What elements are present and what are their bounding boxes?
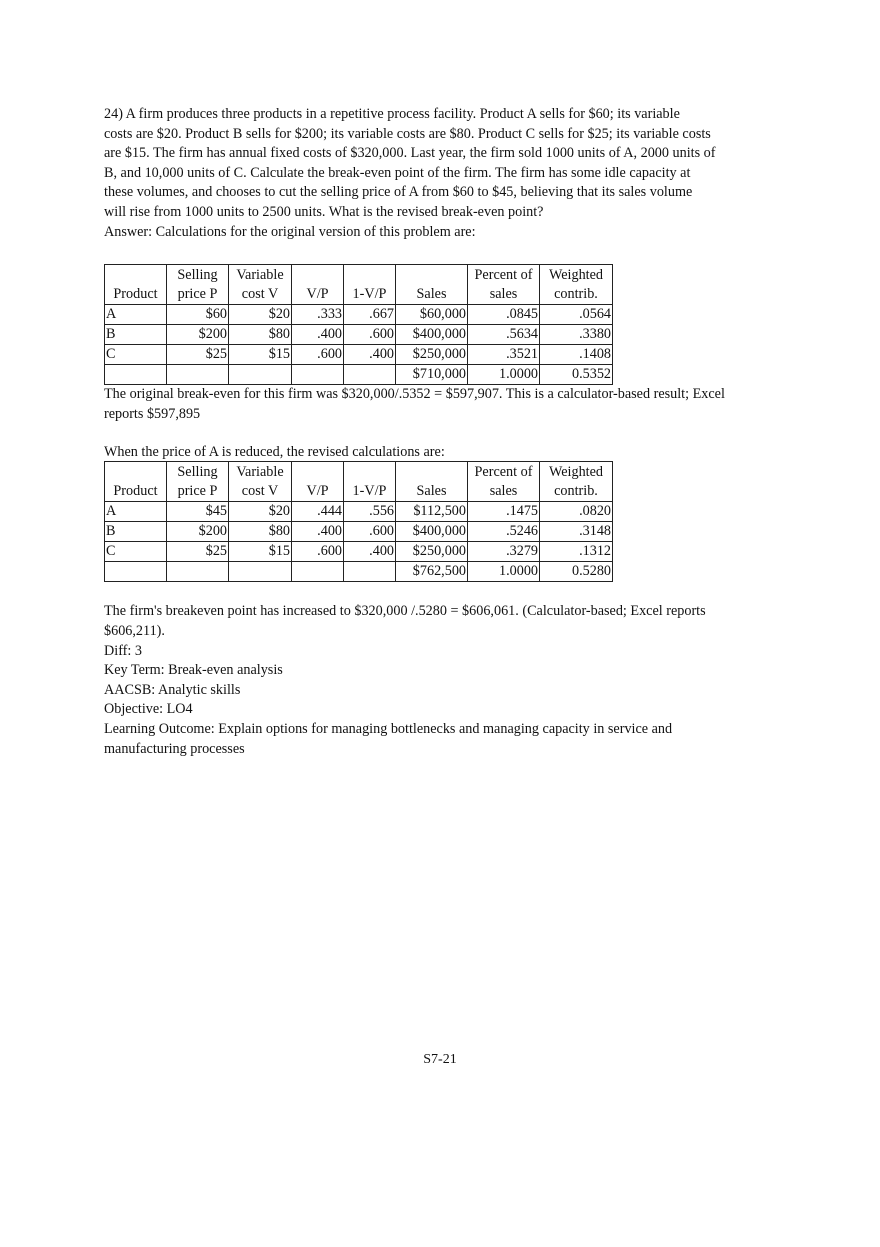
table-cell: .3380 — [540, 325, 613, 345]
key-term: Key Term: Break-even analysis — [104, 662, 283, 679]
paragraph-line: reports $597,895 — [104, 405, 201, 422]
table-cell: $200 — [167, 522, 229, 542]
table-cell — [292, 562, 344, 582]
table-cell: B — [105, 325, 167, 345]
header-cell: Sales — [396, 482, 468, 502]
header-cell — [292, 265, 344, 286]
table-cell: C — [105, 345, 167, 365]
header-cell: Variable — [229, 462, 292, 483]
question-metadata — [104, 642, 744, 760]
table-cell: .600 — [344, 325, 396, 345]
header-cell — [396, 265, 468, 286]
table-cell: C — [105, 542, 167, 562]
revised-calculation-table — [104, 461, 613, 582]
table-cell: $25 — [167, 345, 229, 365]
table-cell: $20 — [229, 502, 292, 522]
table-total-row — [105, 365, 613, 385]
question-line: will rise from 1000 units to 2500 units. What is the revised break-even point? — [104, 203, 544, 220]
header-cell: cost V — [229, 482, 292, 502]
learning-outcome: Learning Outcome: Explain options for managing bottlenecks and managing capacity in service and — [104, 720, 673, 737]
header-cell: price P — [167, 482, 229, 502]
document-page — [104, 105, 744, 759]
table-cell: .3521 — [468, 345, 540, 365]
header-cell: contrib. — [540, 482, 613, 502]
table-cell: .400 — [292, 522, 344, 542]
header-cell — [344, 462, 396, 483]
table-cell: $112,500 — [396, 502, 468, 522]
table-cell: $20 — [229, 305, 292, 325]
question-line: 24) A firm produces three products in a repetitive process facility. Product A sells for $60; its variable — [104, 106, 680, 122]
table-cell: $60,000 — [396, 305, 468, 325]
table-cell: .333 — [292, 305, 344, 325]
objective: Objective: LO4 — [104, 701, 193, 718]
header-cell: Sales — [396, 285, 468, 305]
table-cell: $80 — [229, 522, 292, 542]
original-breakeven-text — [104, 385, 744, 424]
table-cell — [229, 562, 292, 582]
table-cell: $762,500 — [396, 562, 468, 582]
table-cell: .0564 — [540, 305, 613, 325]
table-row — [105, 305, 613, 325]
header-cell: Percent of — [468, 462, 540, 483]
table-cell: $25 — [167, 542, 229, 562]
difficulty: Diff: 3 — [104, 642, 142, 659]
header-cell — [105, 265, 167, 286]
table-cell: .600 — [292, 345, 344, 365]
table-cell: $80 — [229, 325, 292, 345]
table-header-row — [105, 482, 613, 502]
table-cell — [229, 365, 292, 385]
table-cell: .5246 — [468, 522, 540, 542]
header-cell: Weighted — [540, 462, 613, 483]
table-cell: $60 — [167, 305, 229, 325]
original-calculation-table — [104, 264, 613, 385]
table-cell: $710,000 — [396, 365, 468, 385]
header-cell: Selling — [167, 265, 229, 286]
table-row — [105, 542, 613, 562]
header-cell: Product — [105, 482, 167, 502]
table-row — [105, 502, 613, 522]
question-line: these volumes, and chooses to cut the selling price of A from $60 to $45, believing that its sales volume — [104, 184, 693, 201]
table-header-row — [105, 285, 613, 305]
header-cell: Product — [105, 285, 167, 305]
table-cell: .600 — [292, 542, 344, 562]
paragraph-line: $606,211). — [104, 622, 165, 639]
table-cell: $250,000 — [396, 542, 468, 562]
table-cell: $250,000 — [396, 345, 468, 365]
header-cell: Variable — [229, 265, 292, 286]
table-row — [105, 522, 613, 542]
header-cell: sales — [468, 482, 540, 502]
answer-intro: Answer: Calculations for the original version of this problem are: — [104, 223, 476, 240]
table-cell: .1408 — [540, 345, 613, 365]
header-cell — [344, 265, 396, 286]
table-cell: 0.5352 — [540, 365, 613, 385]
table-row — [105, 325, 613, 345]
table-row — [105, 345, 613, 365]
question-line: B, and 10,000 units of C. Calculate the break-even point of the firm. The firm has some idle capacity at — [104, 164, 691, 181]
table-cell: .1312 — [540, 542, 613, 562]
table-cell: .400 — [292, 325, 344, 345]
table-cell: .444 — [292, 502, 344, 522]
header-cell: Selling — [167, 462, 229, 483]
table-header-row — [105, 265, 613, 286]
revised-breakeven-text — [104, 602, 744, 641]
table-cell: A — [105, 305, 167, 325]
table-cell — [105, 365, 167, 385]
table-cell — [105, 562, 167, 582]
table-cell — [344, 365, 396, 385]
question-line: are $15. The firm has annual fixed costs of $320,000. Last year, the firm sold 1000 units of A, 2000 units of — [104, 145, 716, 162]
table-cell: .400 — [344, 542, 396, 562]
table-cell — [344, 562, 396, 582]
header-cell — [105, 462, 167, 483]
header-cell: price P — [167, 285, 229, 305]
table-cell: .1475 — [468, 502, 540, 522]
header-cell: 1-V/P — [344, 285, 396, 305]
table-cell: .600 — [344, 522, 396, 542]
revised-intro: When the price of A is reduced, the revised calculations are: — [104, 444, 445, 461]
table-header-row — [105, 462, 613, 483]
header-cell: V/P — [292, 285, 344, 305]
header-cell: 1-V/P — [344, 482, 396, 502]
table-cell — [292, 365, 344, 385]
aacsb: AACSB: Analytic skills — [104, 681, 241, 698]
table-cell — [167, 562, 229, 582]
table-cell: $400,000 — [396, 522, 468, 542]
table-cell: 1.0000 — [468, 365, 540, 385]
table-cell: $400,000 — [396, 325, 468, 345]
question-line: costs are $20. Product B sells for $200; its variable costs are $80. Product C sells for $25; its variable costs — [104, 125, 711, 142]
table-cell: $15 — [229, 345, 292, 365]
table-cell: A — [105, 502, 167, 522]
paragraph-line: The firm's breakeven point has increased to $320,000 /.5280 = $606,061. (Calculator-based; Excel reports — [104, 603, 706, 620]
header-cell — [396, 462, 468, 483]
header-cell: V/P — [292, 482, 344, 502]
table-cell: $45 — [167, 502, 229, 522]
table-cell: .3279 — [468, 542, 540, 562]
table-cell: B — [105, 522, 167, 542]
table-cell: .0820 — [540, 502, 613, 522]
table-total-row — [105, 562, 613, 582]
table-cell: 1.0000 — [468, 562, 540, 582]
table-cell: $15 — [229, 542, 292, 562]
table-cell: 0.5280 — [540, 562, 613, 582]
table-cell: .3148 — [540, 522, 613, 542]
header-cell: contrib. — [540, 285, 613, 305]
table-cell — [167, 365, 229, 385]
table-cell: .556 — [344, 502, 396, 522]
header-cell: sales — [468, 285, 540, 305]
table-cell: .5634 — [468, 325, 540, 345]
table-cell: .400 — [344, 345, 396, 365]
paragraph-line: The original break-even for this firm was $320,000/.5352 = $597,907. This is a calculator-based result; Excel — [104, 386, 725, 403]
header-cell: Weighted — [540, 265, 613, 286]
page-number: S7-21 — [423, 1052, 457, 1067]
table-cell: .667 — [344, 305, 396, 325]
table-cell: .0845 — [468, 305, 540, 325]
header-cell: Percent of — [468, 265, 540, 286]
header-cell — [292, 462, 344, 483]
question-text — [104, 105, 744, 242]
table-cell: $200 — [167, 325, 229, 345]
header-cell: cost V — [229, 285, 292, 305]
learning-outcome: manufacturing processes — [104, 740, 245, 757]
